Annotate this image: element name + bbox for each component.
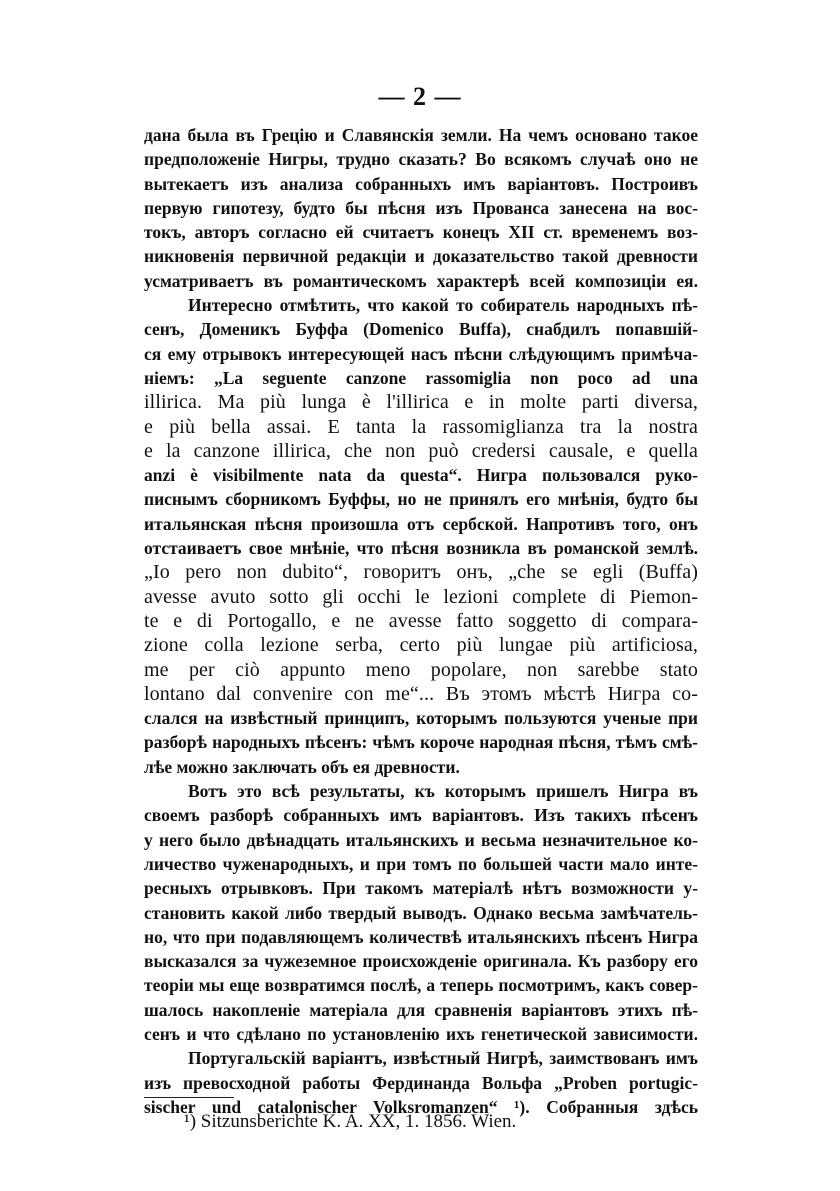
paragraph-1 [144, 123, 698, 293]
text-line: дана была въ Грецію и Славянскія земли. На чемъ основано такое [144, 125, 698, 145]
text-line: сенъ, Доменикъ Буффа (Domenico Buffa), снабдилъ попавшій- [144, 319, 698, 340]
text-line: у него было двѣнадцать итальянскихъ и весьма незначительное ко- [144, 829, 698, 850]
text-line: усматриваетъ въ романтическомъ характерѣ всей композиціи ея. [144, 270, 698, 291]
text-line: первую гипотезу, будто бы пѣсня изъ Прованса занесена на вос- [144, 197, 698, 218]
text-line: никновенія первичной редакціи и доказательство такой древности [144, 246, 698, 267]
text-line: вытекаетъ изъ анализа собранныхъ имъ варіантовъ. Построивъ [144, 173, 698, 194]
text-line: e più bella assai. E tanta la rassomiglianza tra la nostra [144, 415, 698, 438]
body-text [144, 123, 698, 1119]
text-line: ресныхъ отрывковъ. При такомъ матеріалѣ нѣтъ возможности у- [144, 878, 698, 899]
text-line: отстаиваетъ свое мнѣніе, что пѣсня возникла въ романской землѣ. [144, 538, 698, 559]
paragraph-4 [144, 1046, 698, 1119]
text-line: становить какой либо твердый выводъ. Однако весьма замѣчатель- [144, 902, 698, 923]
text-line: avesse avuto sotto gli occhi le lezioni complete di Piemon- [144, 585, 698, 608]
text-line: шалось накопленіе матеріала для сравненія варіантовъ этихъ пѣ- [144, 999, 698, 1020]
text-line: своемъ разборѣ собранныхъ имъ варіантовъ. Изъ такихъ пѣсенъ [144, 805, 698, 826]
text-line: разборѣ народныхъ пѣсенъ: чѣмъ короче народная пѣсня, тѣмъ смѣ- [144, 732, 698, 753]
text-line: личество чуженародныхъ, и при томъ по большей части мало инте- [144, 853, 698, 874]
text-line: zione colla lezione serba, certo più lungae più artificiosa, [144, 634, 698, 657]
footnote: ¹) Sitzunsberichte K. A. XX, 1. 1856. Wien. [184, 1111, 517, 1132]
footnote-divider [144, 1097, 234, 1098]
text-line: токъ, авторъ согласно ей считаетъ конецъ XII ст. временемъ воз- [144, 222, 698, 243]
page-number: — 2 — [378, 82, 462, 111]
text-line: Вотъ это всѣ результаты, къ которымъ пришелъ Нигра въ [188, 781, 698, 802]
text-line: теоріи мы еще возвратимся послѣ, а теперь посмотримъ, какъ совер- [144, 975, 698, 996]
text-line: e la canzone illirica, che non può credersi causale, e quella [144, 439, 698, 462]
text-line: писнымъ сборникомъ Буффы, но не принялъ его мнѣнія, будто бы [144, 489, 698, 510]
text-line: lontano dal convenire con me“... Въ этомъ мѣстѣ Нигра со- [144, 682, 698, 705]
text-line: итальянская пѣсня произошла отъ сербской. Напротивъ того, онъ [144, 513, 698, 534]
text-line: Интересно отмѣтить, что какой то собиратель народныхъ пѣ- [188, 295, 698, 316]
text-line: высказался за чужеземное происхожденіе оригинала. Къ разбору его [144, 951, 698, 972]
text-line: ся ему отрывокъ интересующей насъ пѣсни слѣдующимъ примѣча- [144, 343, 698, 364]
text-line: „Io pero non dubito“, говоритъ онъ, „che se egli (Buffa) [144, 561, 698, 584]
text-line: лѣе можно заключать объ ея древности. [144, 756, 460, 777]
paragraph-2 [144, 293, 698, 779]
text-line: изъ превосходной работы Фердинанда Вольфа „Proben portugic- [144, 1072, 698, 1093]
text-line: illirica. Ma più lunga è l'illirica e in molte parti diversa, [144, 391, 698, 414]
text-line: te e di Portogallo, e ne avesse fatto soggetto di compara- [144, 609, 698, 632]
text-line: Португальскій варіантъ, извѣстный Нигрѣ, заимствованъ имъ [188, 1048, 698, 1069]
text-line: me per ciò appunto meno popolare, non sarebbe stato [144, 658, 698, 681]
text-line: sischer und catalonischer Volksromanzen“ ¹). Собранныя здѣсь [144, 1096, 698, 1117]
text-line: но, что при подавляющемъ количествѣ итальянскихъ пѣсенъ Нигра [144, 926, 698, 947]
text-line: anzi è visibilmente nata da questa“. Нигра пользовался руко- [144, 465, 698, 486]
paragraph-3 [144, 779, 698, 1046]
text-line: сенъ и что сдѣлано по установленію ихъ генетической зависимости. [144, 1023, 698, 1044]
text-line: ніемъ: „La seguente canzone rassomiglia non poco ad una [144, 367, 698, 388]
text-line: предположеніе Нигры, трудно сказать? Во всякомъ случаѣ оно не [144, 149, 698, 170]
text-line: слался на извѣстный принципъ, которымъ пользуются ученые при [144, 708, 698, 729]
